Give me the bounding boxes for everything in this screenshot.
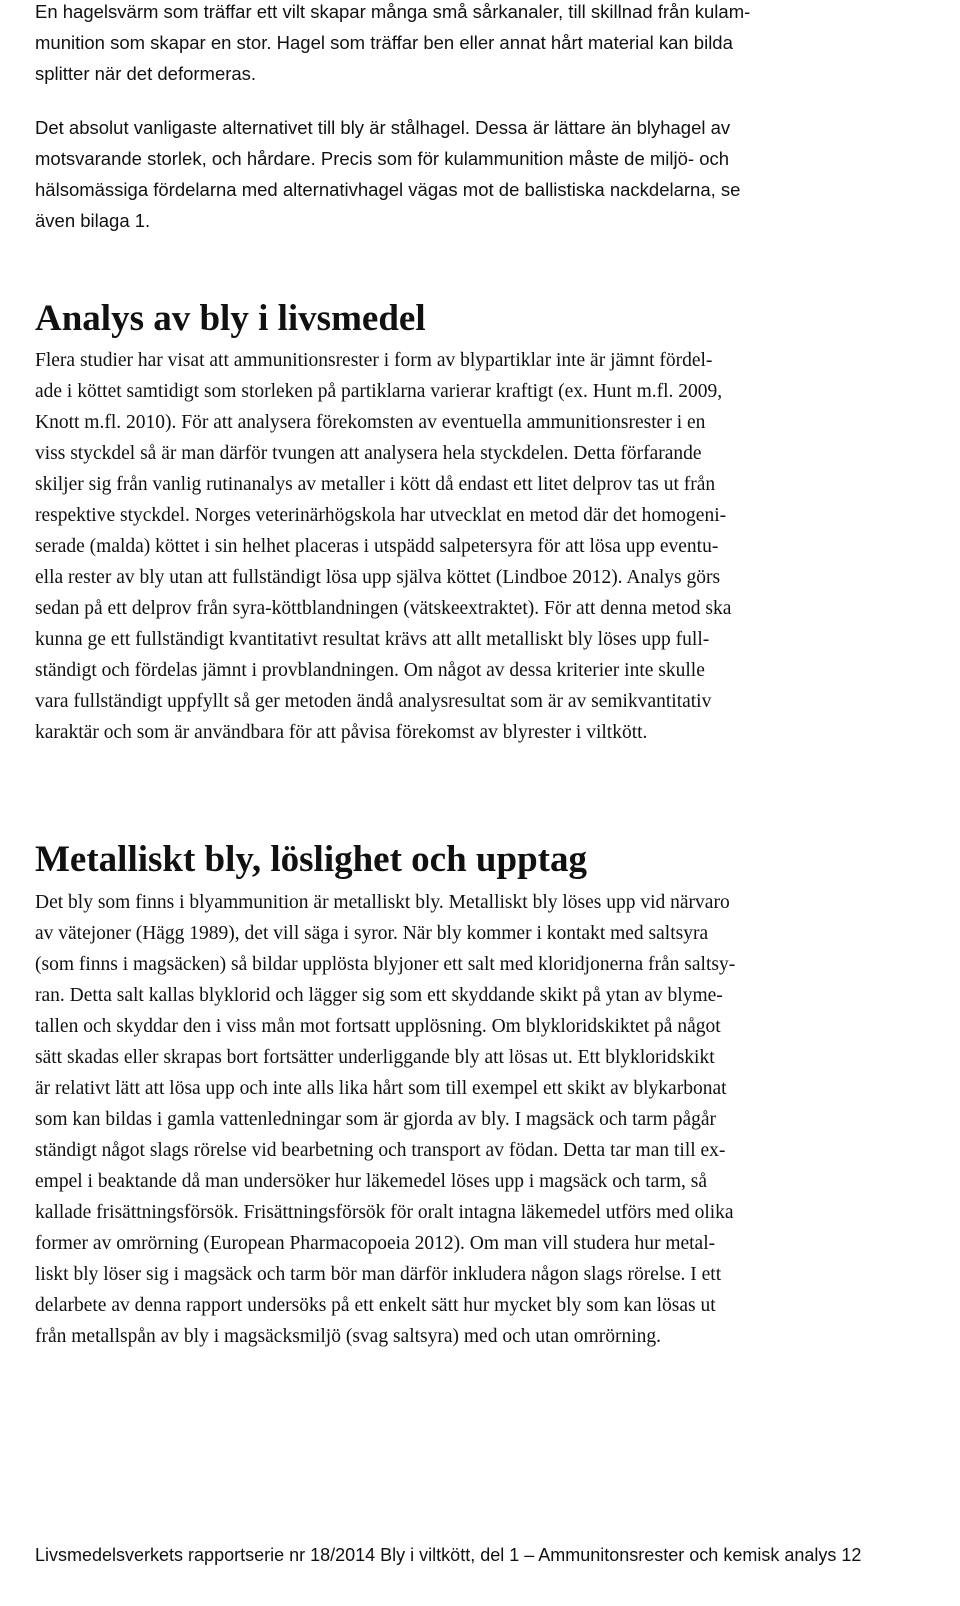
text-line: Det bly som finns i blyammunition är metalliskt bly. Metalliskt bly löses upp vid närvaro — [35, 892, 730, 913]
text-line: ständigt något slags rörelse vid bearbetning och transport av födan. Detta tar man till ex- — [35, 1140, 726, 1161]
text-line: från metallspån av bly i magsäcksmiljö (svag saltsyra) med och utan omrörning. — [35, 1326, 662, 1347]
text-line: ran. Detta salt kallas blyklorid och lägger sig som ett skyddande skikt på ytan av blyme- — [35, 985, 723, 1006]
text-line: (som finns i magsäcken) så bildar upplösta blyjoner ett salt med kloridjonerna från saltsy- — [35, 954, 736, 975]
text-line: kunna ge ett fullständigt kvantitativt resultat krävs att allt metalliskt bly löses upp full- — [35, 629, 710, 650]
section-heading-metalliskt: Metalliskt bly, löslighet och upptag — [35, 839, 587, 880]
text-line: viss styckdel så är man därför tvungen att analysera hela styckdelen. Detta förfarande — [35, 443, 702, 464]
text-line: även bilaga 1. — [35, 210, 151, 231]
section-2-body — [35, 887, 735, 1352]
section-1-body — [35, 345, 731, 748]
text-line: motsvarande storlek, och hårdare. Precis som för kulammunition måste de miljö- och — [35, 148, 730, 169]
text-line: En hagelsvärm som träffar ett vilt skapar många små sårkanaler, till skillnad från kulam- — [35, 1, 751, 22]
text-line: hälsomässiga fördelarna med alternativhagel vägas mot de ballistiska nackdelarna, se — [35, 179, 741, 200]
text-line: sedan på ett delprov från syra-köttblandningen (vätskeextraktet). För att denna metod ska — [35, 598, 732, 619]
text-line: skiljer sig från vanlig rutinanalys av metaller i kött då endast ett litet delprov tas ut från — [35, 474, 716, 495]
text-line: sätt skadas eller skrapas bort fortsätter underliggande bly att lösas ut. Ett blykloridskikt — [35, 1047, 715, 1068]
intro-paragraph-1 — [35, 0, 750, 89]
text-line: empel i beaktande då man undersöker hur läkemedel löses upp i magsäck och tarm, så — [35, 1171, 707, 1192]
text-line: delarbete av denna rapport undersöks på ett enkelt sätt hur mycket bly som kan lösas ut — [35, 1295, 716, 1316]
text-line: liskt bly löser sig i magsäck och tarm bör man därför inkludera någon slags rörelse. I ett — [35, 1264, 722, 1285]
text-line: av vätejoner (Hägg 1989), det vill säga i syror. När bly kommer i kontakt med saltsyra — [35, 923, 709, 944]
text-line: serade (malda) köttet i sin helhet placeras i utspädd salpetersyra för att lösa upp eventu- — [35, 536, 719, 557]
text-line: former av omrörning (European Pharmacopoeia 2012). Om man vill studera hur metal- — [35, 1233, 716, 1254]
text-line: karaktär och som är användbara för att påvisa förekomst av blyrester i viltkött. — [35, 722, 648, 743]
text-line: Knott m.fl. 2010). För att analysera förekomsten av eventuella ammunitionsrester i en — [35, 412, 706, 433]
text-line: ständigt och fördelas jämnt i provblandningen. Om något av dessa kriterier inte skulle — [35, 660, 705, 681]
text-line: tallen och skyddar den i viss mån mot fortsatt upplösning. Om blykloridskiktet på något — [35, 1016, 721, 1037]
text-line: munition som skapar en stor. Hagel som träffar ben eller annat hårt material kan bilda — [35, 32, 733, 53]
text-line: är relativt lätt att lösa upp och inte alls lika hårt som till exempel ett skikt av blykarbonat — [35, 1078, 727, 1099]
text-line: vara fullständigt uppfyllt så ger metoden ändå analysresultat som är av semikvantitativ — [35, 691, 712, 712]
text-line: respektive styckdel. Norges veterinärhögskola har utvecklat en metod där det homogeni- — [35, 505, 727, 526]
text-line: ella rester av bly utan att fullständigt lösa upp själva köttet (Lindboe 2012). Analys görs — [35, 567, 721, 588]
text-line: kallade frisättningsförsök. Frisättningsförsök för oralt intagna läkemedel utförs med olika — [35, 1202, 734, 1223]
page-footer: Livsmedelsverkets rapportserie nr 18/2014 Bly i viltkött, del 1 – Ammunitonsrester och kemisk analys 12 — [35, 1545, 862, 1565]
section-heading-analys: Analys av bly i livsmedel — [35, 298, 426, 339]
text-line: splitter när det deformeras. — [35, 63, 257, 84]
intro-paragraph-2 — [35, 112, 740, 236]
text-line: ade i köttet samtidigt som storleken på partiklarna varierar kraftigt (ex. Hunt m.fl. 2009, — [35, 381, 723, 402]
text-line: Flera studier har visat att ammunitionsrester i form av blypartiklar inte är jämnt fördel- — [35, 350, 713, 371]
text-line: Det absolut vanligaste alternativet till bly är stålhagel. Dessa är lättare än blyhagel av — [35, 117, 731, 138]
text-line: som kan bildas i gamla vattenledningar som är gjorda av bly. I magsäck och tarm pågår — [35, 1109, 717, 1130]
